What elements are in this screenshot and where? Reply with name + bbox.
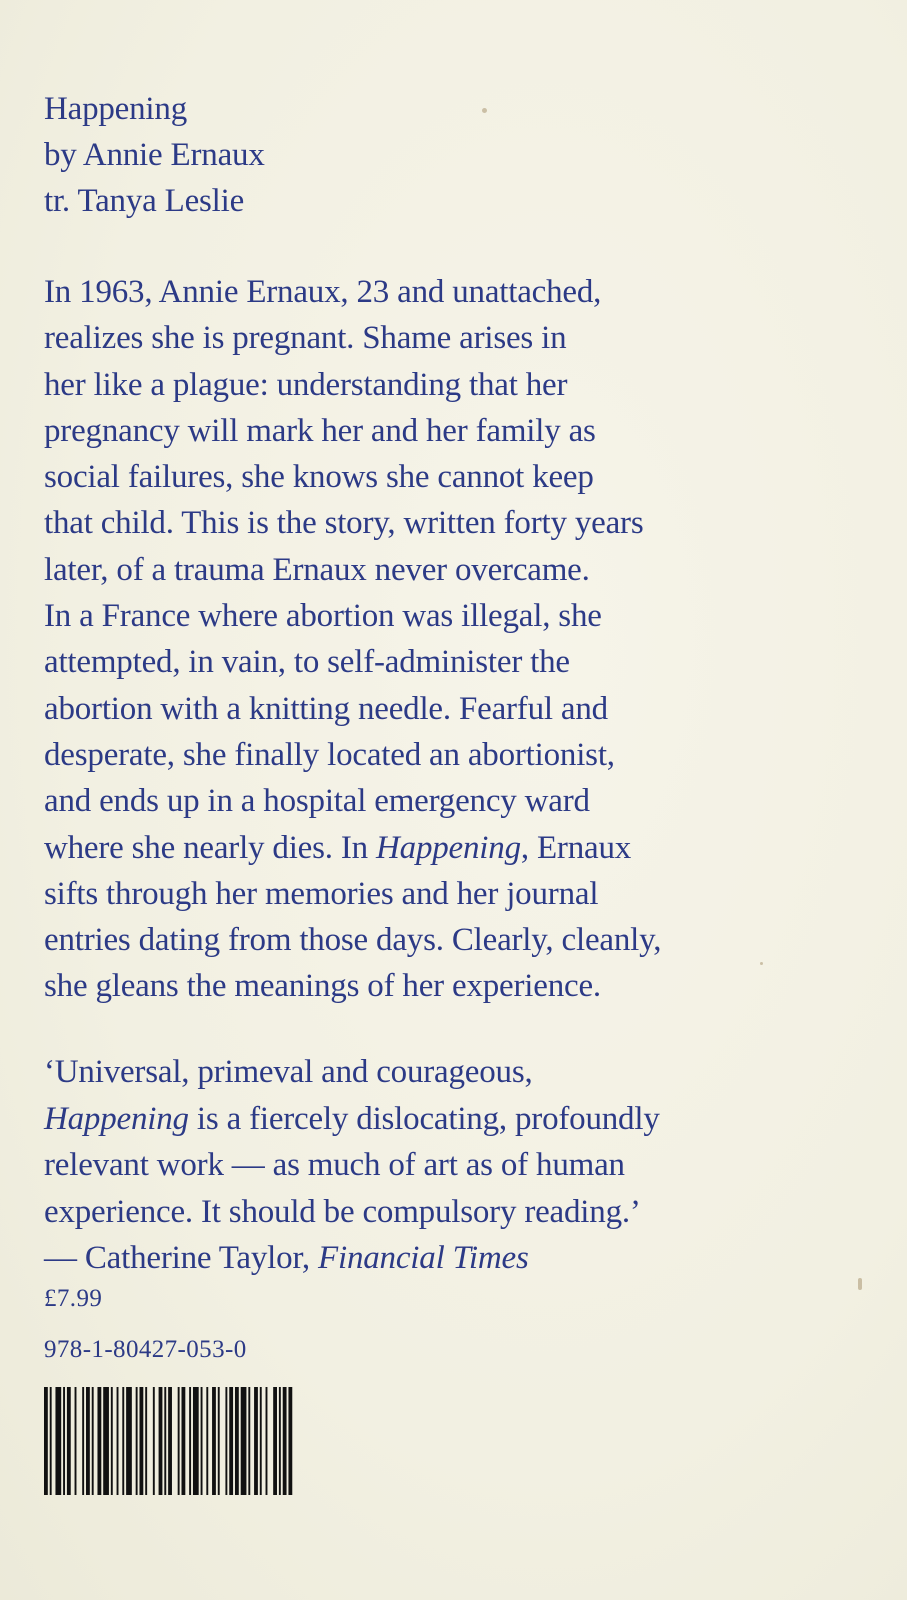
barcode-bar (235, 1387, 239, 1495)
barcode-bar (168, 1387, 172, 1495)
barcode-bar (103, 1387, 109, 1495)
barcode-bar (97, 1387, 101, 1495)
book-author: by Annie Ernaux (44, 137, 265, 173)
barcode-bar (117, 1387, 119, 1495)
review-quote (44, 1049, 874, 1282)
barcode-bar (44, 1387, 48, 1495)
barcode-bar (55, 1387, 61, 1495)
synopsis (44, 269, 874, 1010)
book-title: Happening (44, 91, 187, 127)
barcode-bar (67, 1387, 71, 1495)
barcode-bar (279, 1387, 281, 1495)
barcode-bar (229, 1387, 233, 1495)
barcode-bar (189, 1387, 191, 1495)
synopsis-line: her like a plague: understanding that her (44, 366, 568, 403)
paper-speck (858, 1278, 862, 1290)
barcode-bar (266, 1387, 268, 1495)
synopsis-line: realizes she is pregnant. Shame arises in (44, 320, 567, 357)
synopsis-line: pregnancy will mark her and her family as (44, 412, 596, 449)
barcode-bar (86, 1387, 90, 1495)
barcode-bar (273, 1387, 277, 1495)
barcode-bar (288, 1387, 292, 1495)
barcode-bar (82, 1387, 84, 1495)
quote-line: experience. It should be compulsory reading.’ (44, 1193, 641, 1230)
barcode-bar (206, 1387, 208, 1495)
synopsis-line: entries dating from those days. Clearly, cleanly, (44, 922, 662, 959)
barcode-bar (164, 1387, 166, 1495)
synopsis-line: that child. This is the story, written forty years (44, 505, 644, 542)
quote-text: is a fiercely dislocating, profoundly (188, 1100, 660, 1137)
barcode-bar (254, 1387, 258, 1495)
barcode-bar (159, 1387, 163, 1495)
synopsis-text: , Ernaux (520, 829, 632, 866)
barcode-bar (111, 1387, 113, 1495)
barcode-bar (201, 1387, 203, 1495)
isbn-label: 978-1-80427-053-0 (44, 1336, 247, 1363)
synopsis-line: attempted, in vain, to self-administer the (44, 644, 570, 681)
book-title-italic: Happening (44, 1100, 189, 1137)
synopsis-line: and ends up in a hospital emergency ward (44, 783, 590, 820)
synopsis-line: she gleans the meanings of her experience. (44, 968, 601, 1005)
barcode-bar (92, 1387, 94, 1495)
barcode-bar (136, 1387, 138, 1495)
barcode-bar (50, 1387, 52, 1495)
barcode-bar (139, 1387, 143, 1495)
barcode-bar (126, 1387, 132, 1495)
reviewer-name: — Catherine Taylor, (44, 1240, 319, 1276)
barcode-bar (248, 1387, 250, 1495)
barcode-bar (212, 1387, 216, 1495)
barcode-bar (63, 1387, 65, 1495)
quote-line: ‘Universal, primeval and courageous, (44, 1054, 533, 1090)
barcode-bar (178, 1387, 180, 1495)
paper-speck (482, 108, 487, 113)
barcode-bar (122, 1387, 124, 1495)
synopsis-line: desperate, she finally located an abortionist, (44, 736, 615, 773)
quote-line: relevant work — as much of art as of human (44, 1147, 625, 1183)
synopsis-line: In a France where abortion was illegal, she (44, 598, 602, 635)
synopsis-line (44, 825, 874, 871)
barcode-bar (241, 1387, 247, 1495)
barcode-bar (153, 1387, 155, 1495)
barcode-bar (225, 1387, 227, 1495)
price-label: £7.99 (44, 1285, 103, 1312)
quote-line (44, 1096, 874, 1143)
book-translator: tr. Tanya Leslie (44, 183, 245, 219)
barcode-bar (145, 1387, 147, 1495)
synopsis-line: abortion with a knitting needle. Fearful and (44, 690, 608, 727)
synopsis-line: later, of a trauma Ernaux never overcame. (44, 551, 590, 588)
barcode-bar (75, 1387, 77, 1495)
synopsis-line: sifts through her memories and her journal (44, 875, 599, 912)
barcode-bar (260, 1387, 262, 1495)
barcode (44, 1387, 298, 1495)
book-header (44, 86, 874, 224)
barcode-bar (182, 1387, 186, 1495)
synopsis-line: In 1963, Annie Ernaux, 23 and unattached, (44, 274, 602, 310)
barcode-bar (193, 1387, 199, 1495)
quote-attribution (44, 1235, 874, 1282)
paper-speck (760, 962, 763, 965)
barcode-bar (218, 1387, 220, 1495)
synopsis-text: where she nearly dies. In (44, 829, 377, 866)
barcode-bar (283, 1387, 287, 1495)
publication-name: Financial Times (318, 1240, 529, 1276)
book-title-italic: Happening (376, 829, 521, 866)
synopsis-line: social failures, she knows she cannot keep (44, 459, 594, 496)
